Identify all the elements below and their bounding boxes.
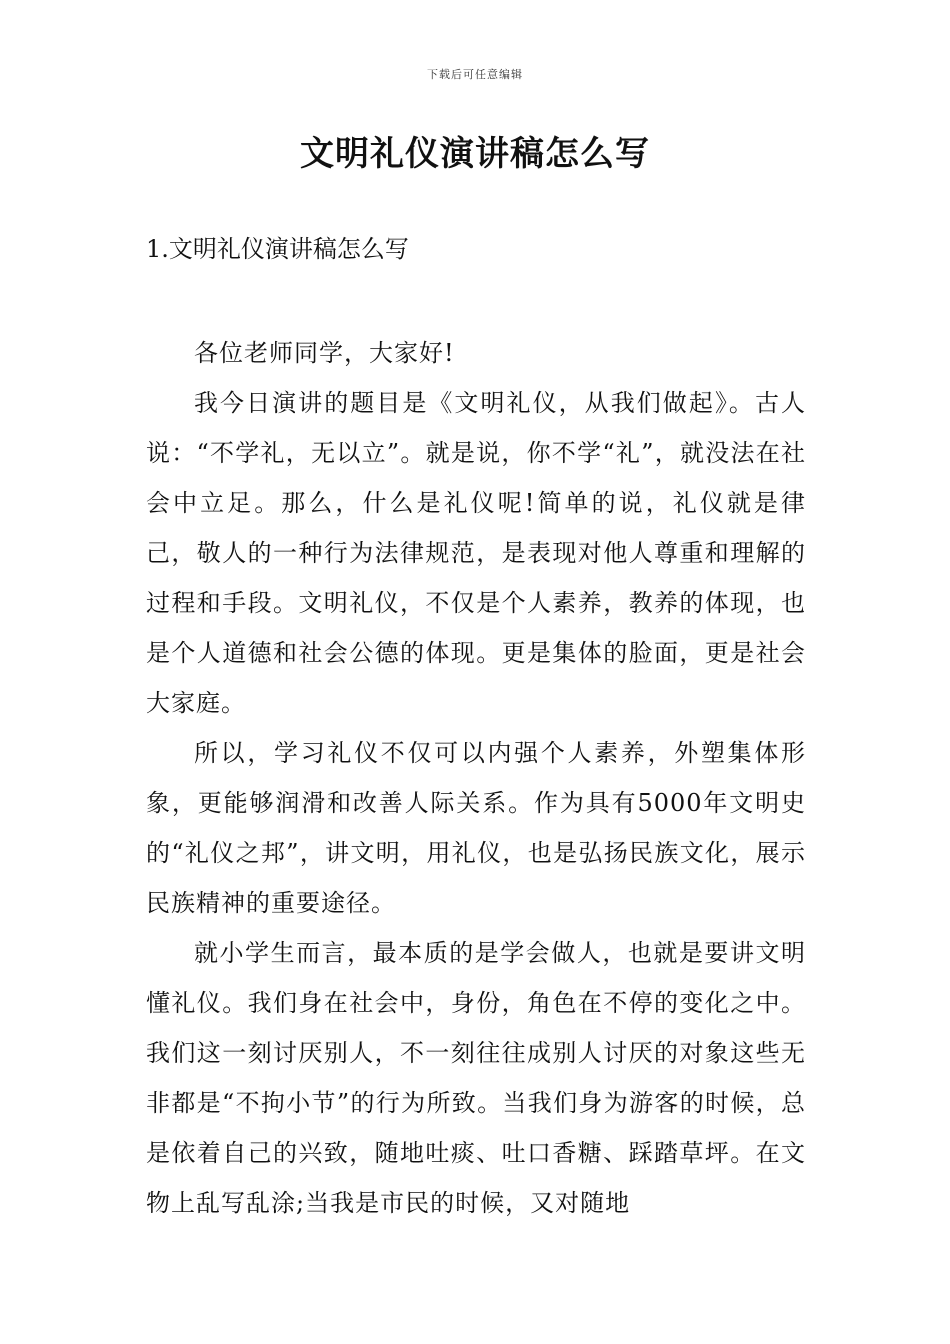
paragraph: 就小学生而言，最本质的是学会做人，也就是要讲文明懂礼仪。我们身在社会中，身份，角色在不停的变化之中。我们这一刻讨厌别人，不一刻往往成别人讨厌的对象这些无非都是“不拘小节”的行为所致。当我们身为游客的时候，总是依着自己的兴致，随地吐痰、吐口香糖、踩踏草坪。在文物上乱写乱涂;当我是市民的时候，又对随地 — [146, 939, 806, 1217]
paragraph-greeting: 各位老师同学，大家好! — [194, 339, 455, 367]
header-note: 下载后可任意编辑 — [427, 68, 523, 81]
section-heading: 1.文明礼仪演讲稿怎么写 — [146, 235, 409, 263]
paragraph: 我今日演讲的题目是《文明礼仪，从我们做起》。古人说：“不学礼，无以立”。就是说，你不学“礼”，就没法在社会中立足。那么，什么是礼仪呢!简单的说，礼仪就是律己，敬人的一种行为法律规范，是表现对他人尊重和理解的过程和手段。文明礼仪，不仅是个人素养，教养的体现，也是个人道德和社会公德的体现。更是集体的脸面，更是社会大家庭。 — [146, 389, 806, 717]
document-body — [146, 328, 806, 1228]
paragraph: 所以，学习礼仪不仅可以内强个人素养，外塑集体形象，更能够润滑和改善人际关系。作为具有5000年文明史的“礼仪之邦”，讲文明，用礼仪，也是弘扬民族文化，展示民族精神的重要途径。 — [146, 739, 806, 917]
document-title: 文明礼仪演讲稿怎么写 — [300, 134, 650, 174]
